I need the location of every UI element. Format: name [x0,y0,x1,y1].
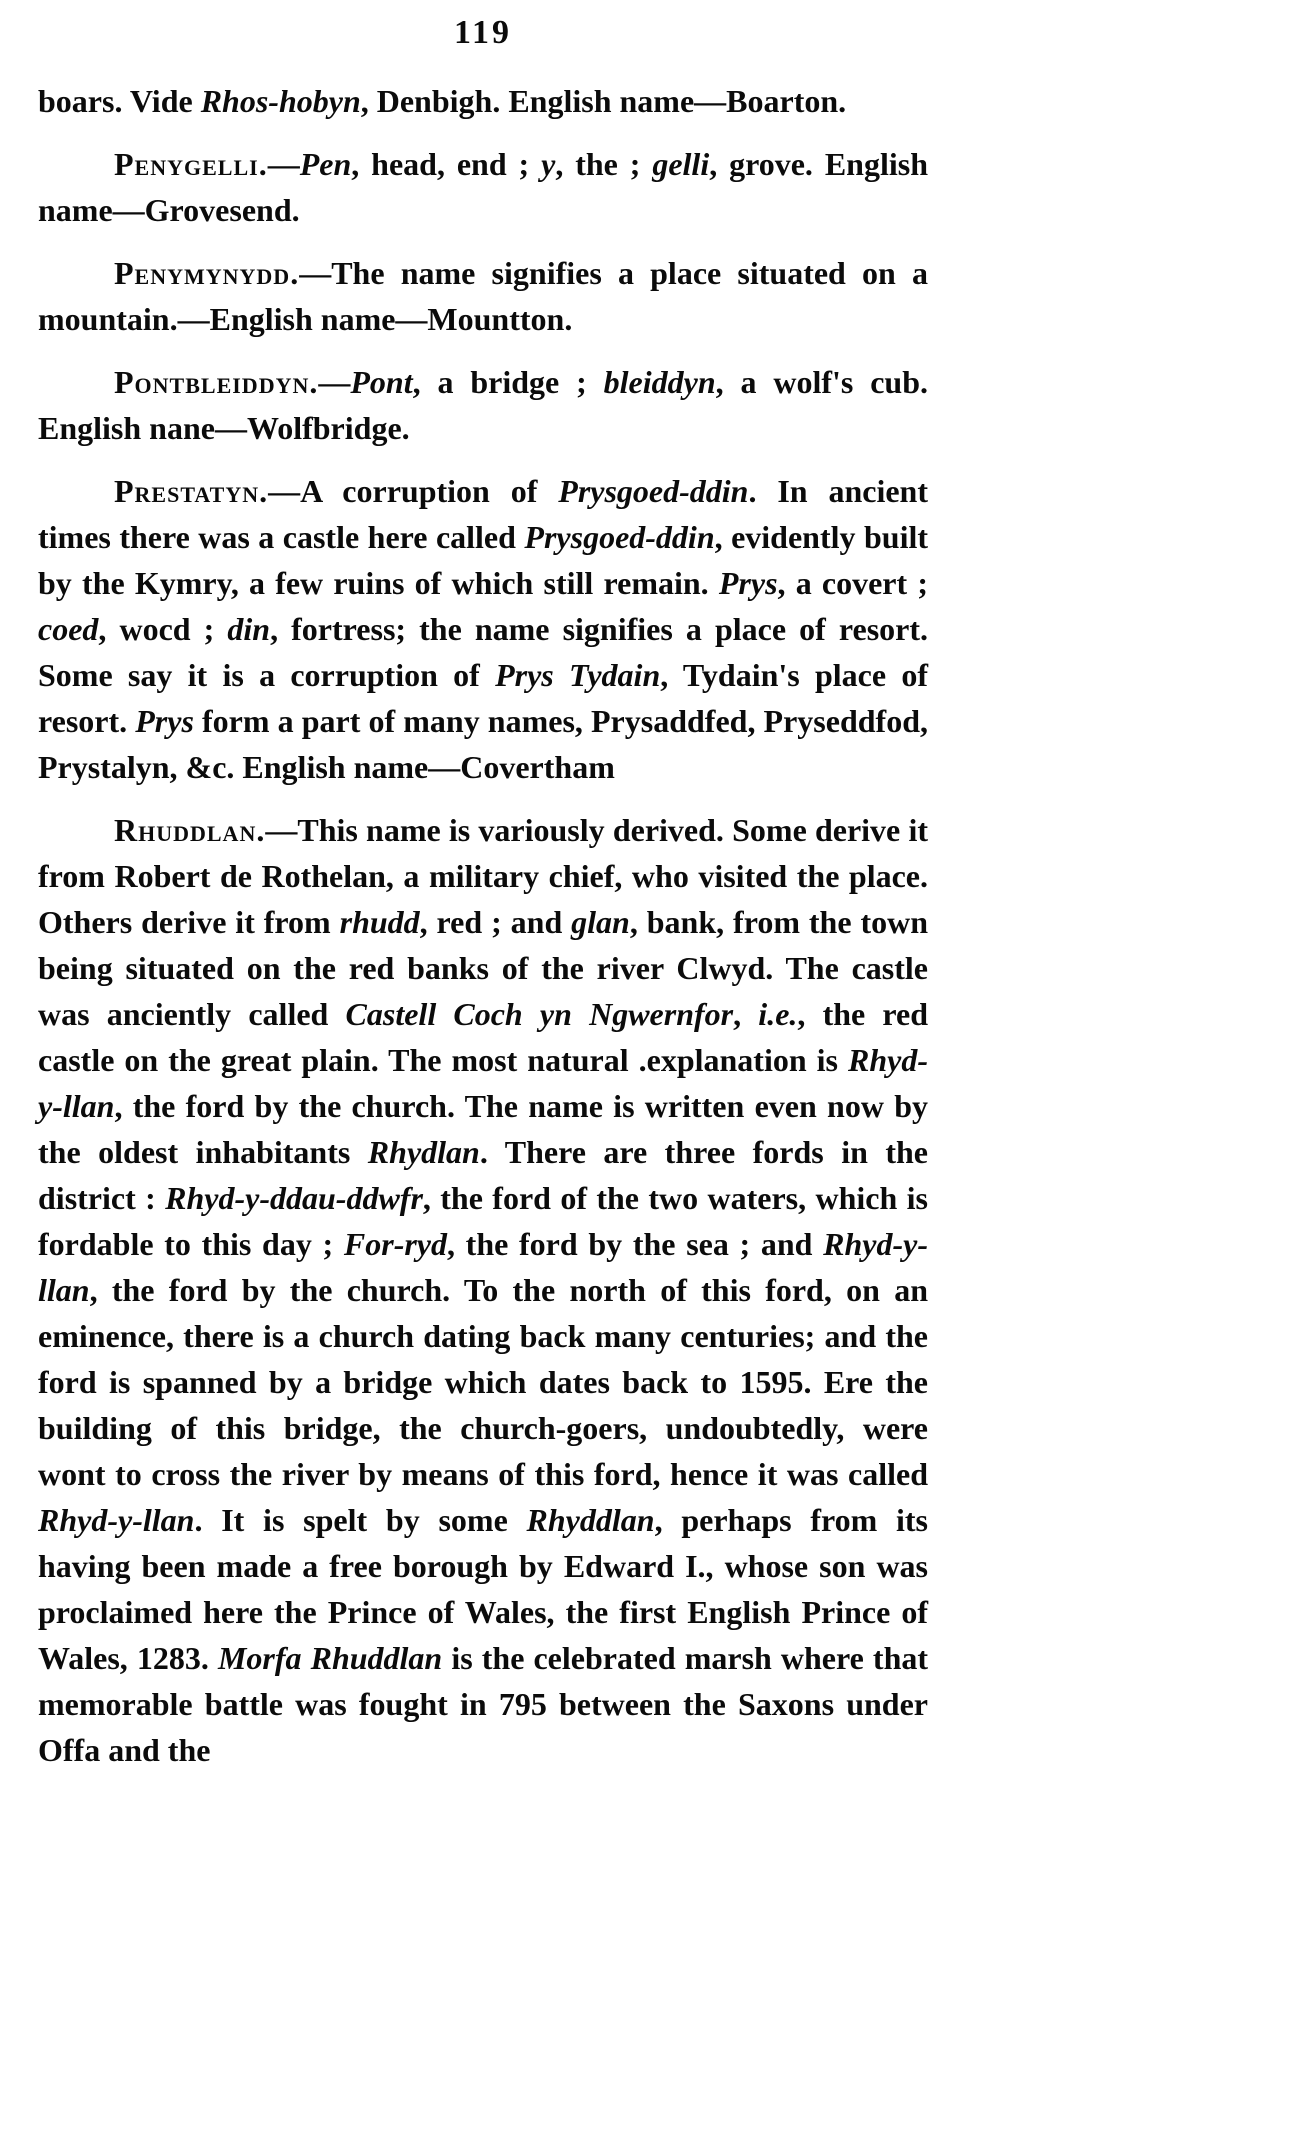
italic-term: Rhyddlan [526,1502,655,1538]
text-run: , grove. English name—Grovesend. [38,146,929,228]
para-penymynydd [38,250,928,342]
italic-term: Prysgoed-ddin [558,473,749,509]
text-run: , wocd ; [98,611,228,647]
text-run: boars. Vide [38,83,201,119]
italic-term: Prysgoed-ddin [524,519,715,555]
entry-headword: Prestatyn. [114,473,269,509]
italic-term: coed [38,611,99,647]
text-run: , the ford by the church. The name is written even now by the oldest inhabitants [38,1088,928,1170]
para-boarton [38,78,928,124]
text-run: , fortress; the name signifies a place of resort. Some say it is a corruption of [38,611,929,693]
entry-headword: Penygelli. [114,146,268,182]
text-run: , Denbigh. English name—Boarton. [360,83,847,119]
text-run: , [733,996,759,1032]
italic-term: bleiddyn [603,364,716,400]
text-run: , perhaps from its having been made a free borough by Edward I., whose son was proclaimed here the Prince of Wales, the first English Prince of Wales, 1283. [38,1502,929,1676]
text-run: , head, end ; [351,146,542,182]
italic-term: y [541,146,556,182]
text-run: is the celebrated marsh where that memorable battle was fought in 795 between the Saxons under Offa and the [38,1640,929,1768]
text-run: , the ; [555,146,653,182]
para-prestatyn [38,468,928,790]
italic-term: Pen [299,146,352,182]
text-run: , the ford of the two waters, which is fordable to this day ; [38,1180,928,1262]
italic-term: Rhyd-y-llan [38,1502,195,1538]
entry-headword: Rhuddlan. [114,812,266,848]
italic-term: Rhyd-y-llan [38,1042,928,1124]
italic-term: Rhyd-y-ddau-ddwfr [165,1180,423,1216]
italic-term: rhudd [339,904,420,940]
entry-headword: Pontbleiddyn. [114,364,319,400]
text-run: , a bridge ; [412,364,604,400]
text-run: . In ancient times there was a castle here called [38,473,929,555]
entry-headword: Penymynydd. [114,255,300,291]
text-run: , a covert ; [777,565,929,601]
text-run: form a part of many names, Prysaddfed, Pryseddfod, Prystalyn, &c. English name—Covertham [38,703,929,785]
text-run: — [318,364,351,400]
italic-term: Prys Tydain [495,657,661,693]
para-pontbleiddyn [38,359,928,451]
italic-term: Rhydlan [367,1134,480,1170]
text-block [38,78,928,1773]
page-number: 119 [453,14,513,51]
italic-term: glan [571,904,630,940]
para-penygelli [38,141,928,233]
text-run: — [267,146,300,182]
text-run: —This name is variously derived. Some derive it from Robert de Rothelan, a military chief, who visited the place. Others derive it from [38,812,928,940]
text-run: , the ford by the sea ; and [447,1226,824,1262]
para-rhuddlan [38,807,928,1773]
italic-term: Prys [718,565,778,601]
italic-term: gelli [652,146,710,182]
italic-term: For-ryd [343,1226,447,1262]
text-run: —The name signifies a place situated on a mountain.—English name—Mountton. [38,255,928,337]
italic-term: Prys [135,703,194,739]
italic-term: i.e. [758,996,798,1032]
text-run: , Tydain's place of resort. [38,657,928,739]
text-run: . There are three fords in the district : [38,1134,928,1216]
text-run: , the red castle on the great plain. The most natural .explanation is [38,996,929,1078]
italic-term: din [227,611,271,647]
italic-term: Castell Coch yn Ngwernfor [345,996,734,1032]
text-run: —A corruption of [268,473,559,509]
text-run: , red ; and [419,904,572,940]
text-run: , evidently built by the Kymry, a few ruins of which still remain. [38,519,929,601]
text-run: . It is spelt by some [194,1502,527,1538]
italic-term: Rhyd-y-llan [38,1226,929,1308]
text-run: , the ford by the church. To the north of this ford, on an eminence, there is a church dating back many centuries; and the ford is spanned by a bridge which dates back to 1595. Ere the building of this bridge, the church-goers, undoubtedly, were wont to cross the river by means of this ford, hence it was called [38,1272,928,1492]
italic-term: Rhos-hobyn [200,83,361,119]
italic-term: Pont [350,364,413,400]
italic-term: Morfa Rhuddlan [217,1640,443,1676]
text-run: , bank, from the town being situated on the red banks of the river Clwyd. The castle was anciently called [38,904,929,1032]
text-run: , a wolf's cub. English nane—Wolfbridge. [38,364,929,446]
